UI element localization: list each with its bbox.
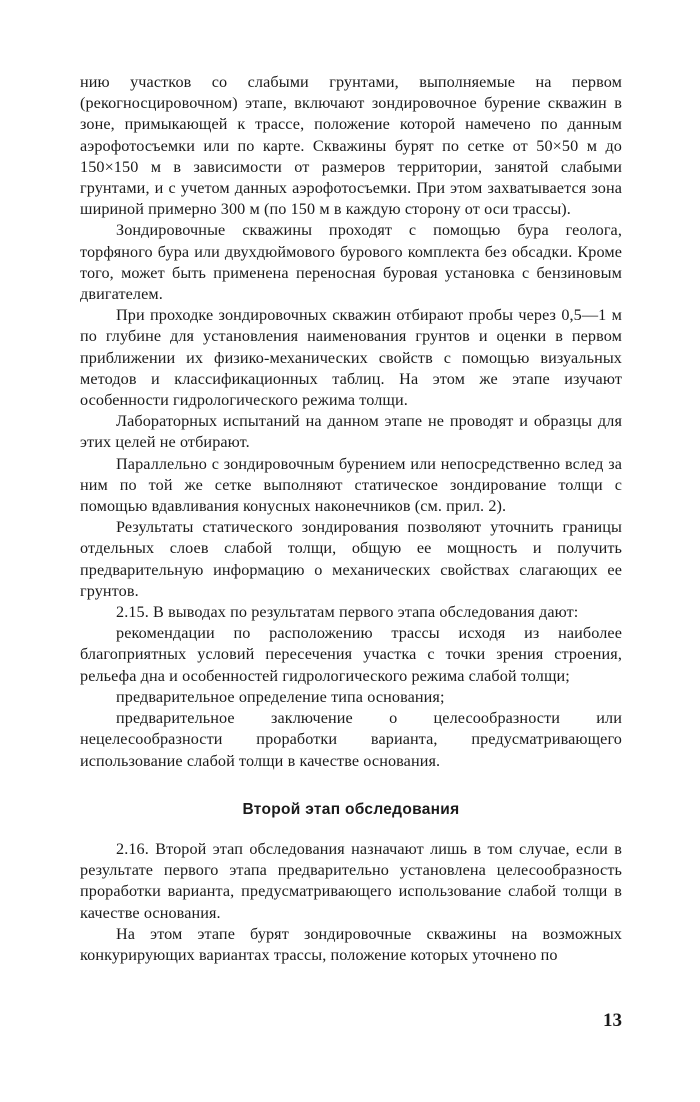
paragraph: Лабораторных испытаний на данном этапе не проводят и образцы для этих целей не отбирают. [80,412,622,452]
list-item: предварительное заключение о целесообразности или нецелесообразности проработки варианта, предусматривающего использование слабой толщи в качестве основания. [80,709,622,770]
paragraph: 2.16. Второй этап обследования назначают лишь в том случае, если в результате первого этапа предварительно установлена целесообразность проработки варианта, предусматривающего использование слабой толщи в качестве основания. [80,839,622,922]
list-item: предварительное определение типа основания; [116,687,445,706]
paragraph: На этом этапе бурят зондировочные скважины на возможных конкурирующих вариантах трассы, положение которых уточнено по [80,924,622,964]
paragraph: Зондировочные скважины проходят с помощью бура геолога, торфяного бура или двухдюймового бурового комплекта без обсадки. Кроме того, может быть применена переносная буровая установка с бензиновым двигателем. [80,221,622,304]
paragraph: Параллельно с зондировочным бурением или непосредственно вслед за ним по той же сетке выполняют статическое зондирование толщи с помощью вдавливания конусных наконечников (см. прил. 2). [80,454,622,516]
paragraph: 2.15. В выводах по результатам первого этапа обследования дают: [116,603,579,622]
page-number: 13 [603,1010,622,1031]
paragraph: нию участков со слабыми грунтами, выполняемые на первом (рекогносцировочном) этапе, включают зондировочное бурение скважин в зоне, примыкающей к трассе, положение которой намечено по данным аэрофотосъемки или по карте. Скважины бурят по сетке от 50×50 м до 150×150 м в зависимости от размеров территории, занятой слабыми грунтами, и с учетом данных аэрофотосъемки. При этом захватывается зона шириной примерно 300 м (по 150 м в каждую сторону от оси трассы). [80,73,622,219]
paragraph: Результаты статического зондирования позволяют уточнить границы отдельных слоев слабой толщи, общую ее мощность и получить предварительную информацию о механических свойствах слагающих ее грунтов. [80,518,622,600]
list-item: рекомендации по расположению трассы исходя из наиболее благоприятных условий пересечения участка с точки зрения строения, рельефа дна и особенностей гидрологического режима слабой толщи; [80,624,622,685]
section-heading: Второй этап обследования [242,800,460,818]
page-body [80,72,622,966]
paragraph: При проходке зондировочных скважин отбирают пробы через 0,5—1 м по глубине для установления наименования грунтов и оценки в первом приближении их физико-механических свойств с помощью визуальных методов и классификационных таблиц. На этом же этапе изучают особенности гидрологического режима толщи. [80,306,622,410]
